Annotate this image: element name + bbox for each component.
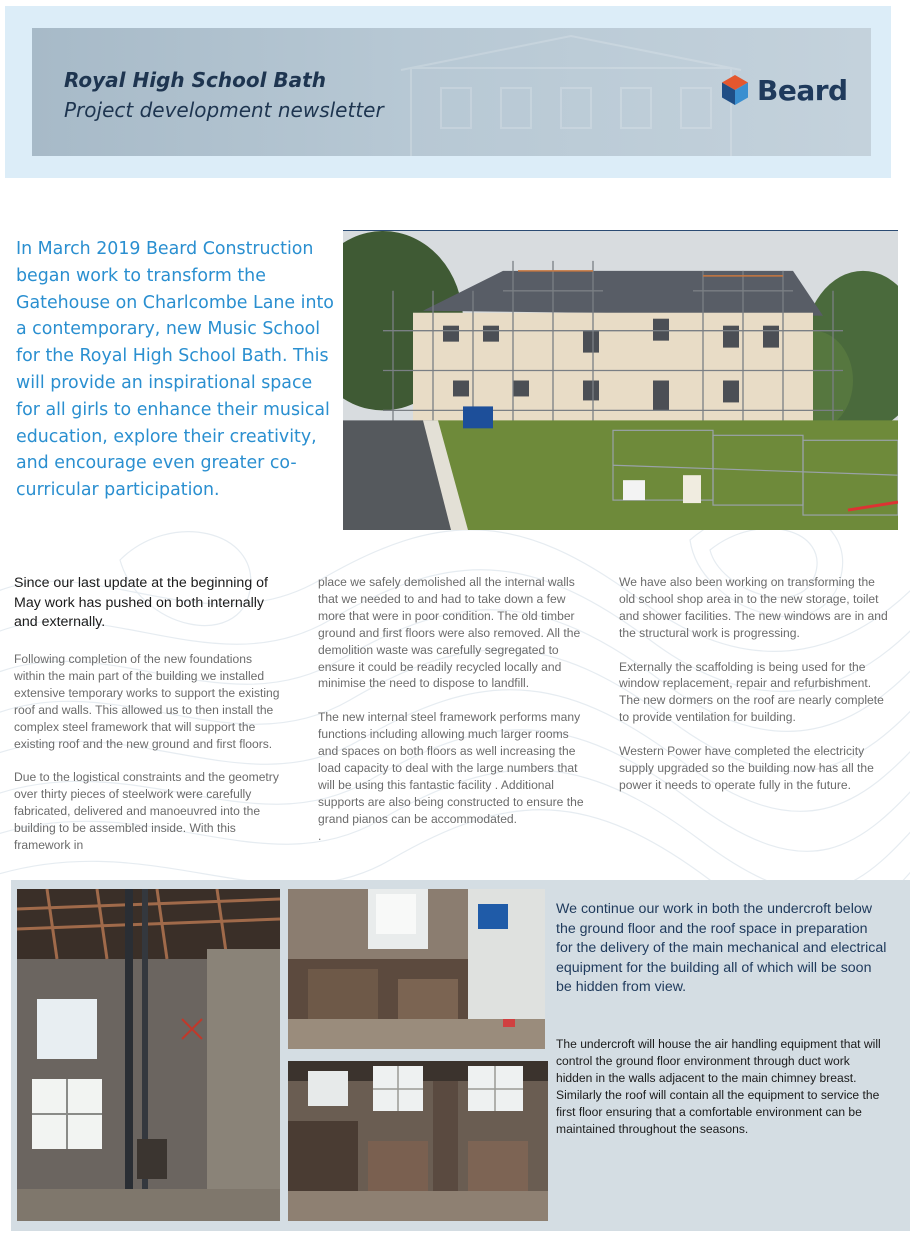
header-banner — [32, 28, 871, 156]
newsletter-title: Royal High School Bath — [64, 68, 326, 92]
intro-paragraph: In March 2019 Beard Construction began work to transform the Gatehouse on Charlcombe Lane into a contemporary, new Music School for the Royal High School Bath. This will provide an inspirational space for all girls to enhance their musical education, explore their creativity, and encourage even greater co-curricular participation. — [16, 239, 334, 501]
article-column-1 — [14, 574, 280, 871]
article-column-2 — [318, 574, 586, 861]
paragraph: Following completion of the new foundations within the main part of the building we installed extensive temporary works to support the existing roof and walls. This allowed us to then install the complex steel framework that will support the existing roof and the new ground and first floors. — [14, 652, 280, 751]
paragraph: Externally the scaffolding is being used for the window replacement, repair and refurbishment. The new dormers on the roof are nearly complete to provide ventilation for building. — [619, 659, 884, 725]
beard-logo — [721, 72, 848, 108]
paragraph: place we safely demolished all the internal walls that we needed to and had to take down a few more that were in poor condition. The old timber ground and first floors were also removed. All the demolition waste was carefully segregated to ensure it could be readily recycled locally and minimise the need to dispose to landfill. — [318, 575, 581, 691]
paragraph: The new internal steel framework performs many functions including allowing much larger rooms and spaces on both floors as well increasing the load capacity to deal with the large numbers that will be using this fantastic facility . Additional supports are also being constructed to ensure the grand pianos can be accommodated. — [318, 710, 584, 826]
interior-steel-photo — [17, 889, 280, 1221]
paragraph: Due to the logistical constraints and the geometry over thirty pieces of steelwork were carefully fabricated, delivered and manoeuvred into the building to be assembled inside. With this framework in — [14, 770, 279, 853]
undercroft-photo — [288, 889, 545, 1049]
scaffolding-building-photo — [343, 230, 898, 530]
panel-lead: We continue our work in both the undercroft below the ground floor and the roof space in preparation for the delivery of the main mechanical and electrical equipment for the building all of which will be soon be hidden from view. — [556, 901, 887, 996]
hexagon-cube-icon — [721, 74, 749, 106]
paragraph: Western Power have completed the electricity supply upgraded so the building now has all the power it needs to operate fully in the future. — [619, 744, 874, 792]
update-lead: Since our last update at the beginning of May work has pushed on both internally and externally. — [14, 575, 268, 631]
bay-window-room-photo — [288, 1061, 548, 1221]
logo-text: Beard — [757, 73, 848, 107]
panel-body: The undercroft will house the air handling equipment that will control the ground floor environment through duct work hidden in the walls adjacent to the main chimney breast. Similarly the roof will contain all the equipment to service the first floor ensuring that a comfortable environment can be maintained throughout the seasons. — [556, 1037, 881, 1136]
article-column-3 — [619, 574, 889, 811]
building-watermark — [391, 28, 751, 156]
newsletter-subtitle: Project development newsletter — [64, 98, 384, 122]
paragraph: We have also been working on transforming the old school shop area in to the new storage, toilet and shower facilities. The new windows are in and the structural work is progressing. — [619, 575, 888, 640]
paragraph: . — [318, 828, 322, 843]
